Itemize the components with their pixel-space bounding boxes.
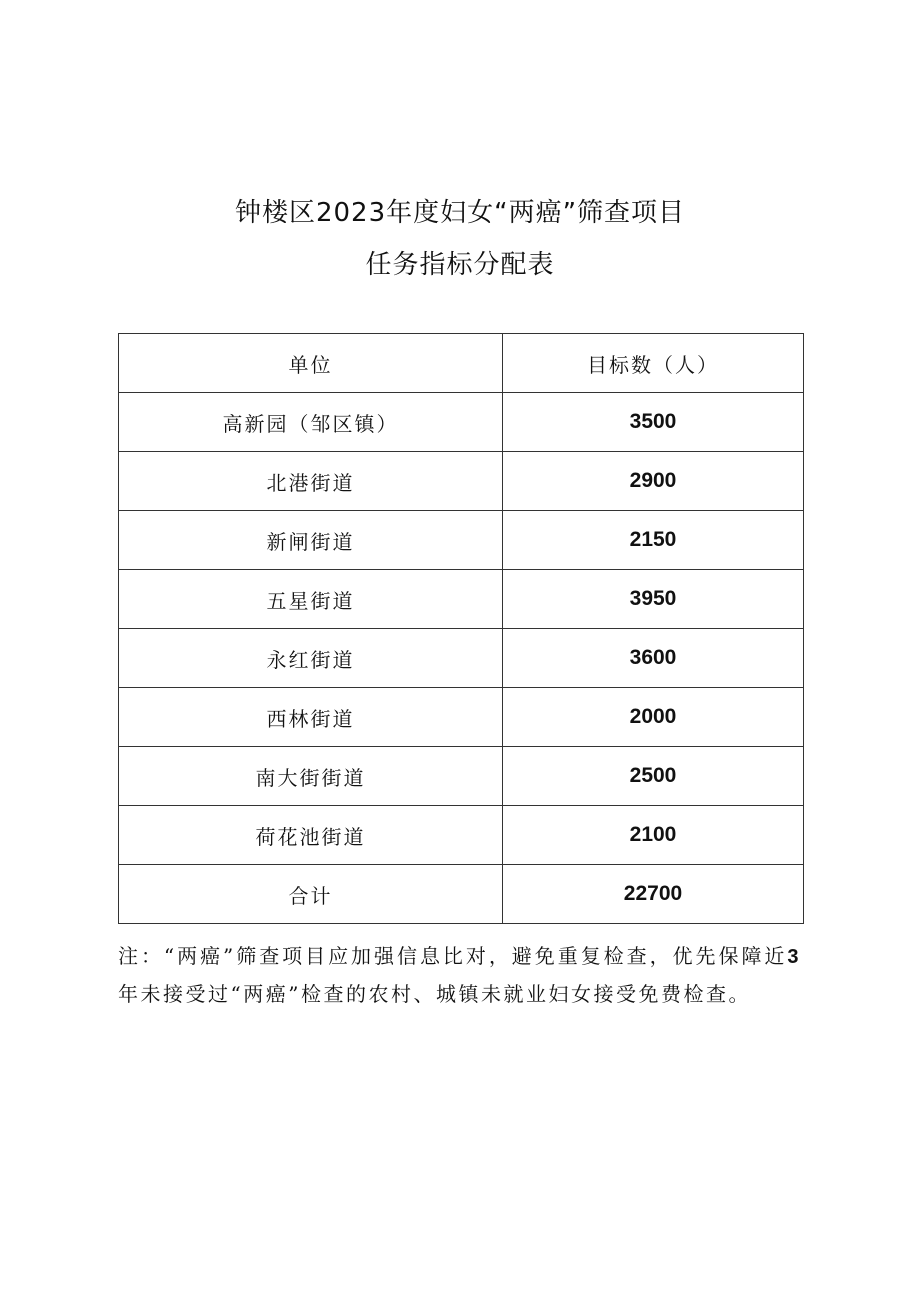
- footnote-part2: 年未接受过“两癌”检查的农村、城镇未就业妇女接受免费检查。: [118, 982, 751, 1006]
- table-header-row: [119, 334, 804, 393]
- header-target: 目标数（人）: [503, 334, 804, 393]
- row-unit: 北港街道: [119, 452, 503, 511]
- row-unit: 西林街道: [119, 688, 503, 747]
- row-unit: 高新园（邹区镇）: [119, 393, 503, 452]
- table-row: [119, 629, 804, 688]
- row-target: 3500: [503, 393, 804, 452]
- allocation-table-container: [118, 333, 801, 924]
- footnote-part1: 注：“两癌”筛查项目应加强信息比对，避免重复检查，优先保障近: [118, 944, 788, 968]
- table-row: [119, 747, 804, 806]
- table-row: [119, 806, 804, 865]
- table-row: [119, 570, 804, 629]
- row-target: 2150: [503, 511, 804, 570]
- row-target: 3950: [503, 570, 804, 629]
- row-target: 2000: [503, 688, 804, 747]
- footnote-years: 3: [787, 946, 801, 968]
- table-row: [119, 688, 804, 747]
- row-target: 2500: [503, 747, 804, 806]
- total-value: 22700: [503, 865, 804, 924]
- header-unit: 单位: [119, 334, 503, 393]
- allocation-table: [118, 333, 804, 924]
- table-total-row: [119, 865, 804, 924]
- row-unit: 荷花池街道: [119, 806, 503, 865]
- row-unit: 永红街道: [119, 629, 503, 688]
- table-row: [119, 511, 804, 570]
- table-row: [119, 452, 804, 511]
- row-unit: 南大街街道: [119, 747, 503, 806]
- total-label: 合计: [119, 865, 503, 924]
- footnote: [118, 938, 801, 1013]
- row-target: 3600: [503, 629, 804, 688]
- document-title-line2: 任务指标分配表: [365, 250, 555, 280]
- row-target: 2100: [503, 806, 804, 865]
- document-title-line1: 钟楼区2023年度妇女“两癌”筛查项目: [234, 198, 686, 228]
- row-unit: 五星街道: [119, 570, 503, 629]
- row-unit: 新闸街道: [119, 511, 503, 570]
- row-target: 2900: [503, 452, 804, 511]
- table-row: [119, 393, 804, 452]
